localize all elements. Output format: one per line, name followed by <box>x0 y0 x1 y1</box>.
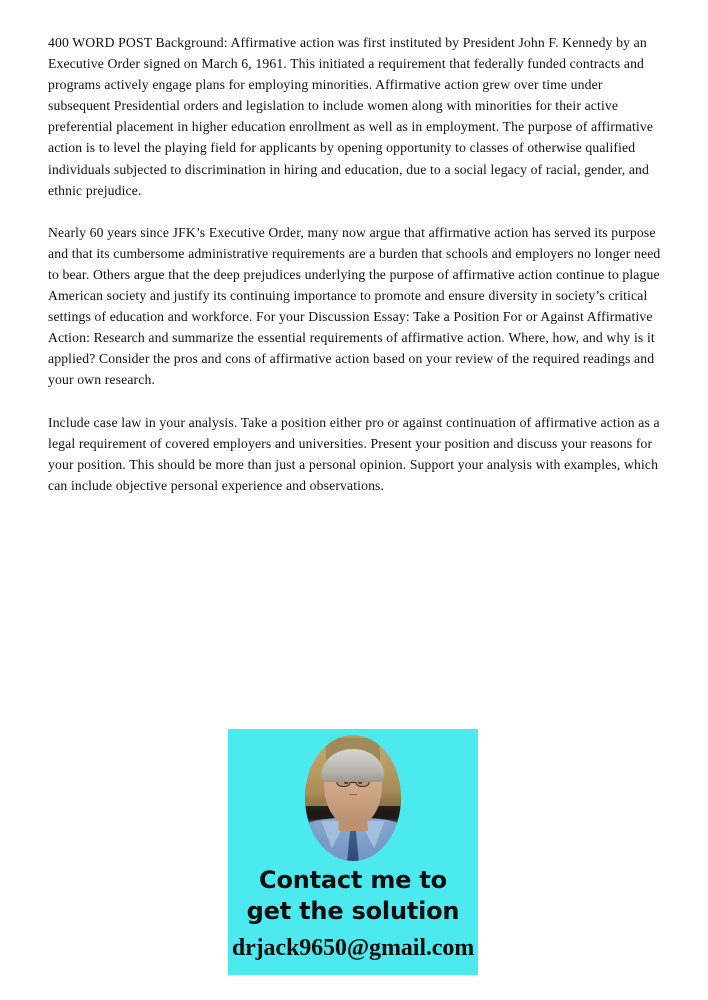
paragraph-2: Nearly 60 years since JFK’s Executive Order, many now argue that affirmative action has served its purpose and that its cumbersome administrative requirements are a burden that schools and employers no longer need to bear. Others argue that the deep prejudices underlying the purpose of affirmative action continue to plague American society and justify its continuing importance to promote and ensure diversity in society’s critical settings of education and workforce. For your Discussion Essay: Take a Position For or Against Affirmative Action: Research and summarize the essential requirements of affirmative action. Where, how, and why is it applied? Consider the pros and cons of affirmative action based on your review of the required readings and your own research. <box>48 224 661 388</box>
contact-card <box>228 729 478 975</box>
glasses-bridge <box>350 781 355 783</box>
contact-headline-line2: get the solution <box>246 897 460 925</box>
paragraph-1: 400 WORD POST Background: Affirmative action was first instituted by President John F. Kennedy by an Executive Order signed on March 6, 1961. This initiated a requirement that federally funded contracts and programs actively engage plans for employing minorities. Affirmative action grew over time under subsequent Presidential orders and legislation to include women along with minorities for their active preferential placement in higher education enrollment as well as in employment. The purpose of affirmative action is to level the playing field for applicants by opening opportunity to classes of otherwise qualified individuals subjected to discrimination in hiring and education, due to a social legacy of racial, gender, and ethnic prejudice. <box>48 35 654 198</box>
paragraph-3: Include case law in your analysis. Take a position either pro or against continuation of affirmative action as a legal requirement of covered employers and universities. Present your position and discuss your reasons for your position. This should be more than just a personal opinion. Support your analysis with examples, which can include objective personal experience and observations. <box>48 414 660 493</box>
portrait-photo <box>305 735 401 861</box>
contact-email-address[interactable]: drjack9650@gmail.com <box>231 935 475 961</box>
contact-headline-line1: Contact me to <box>259 866 447 894</box>
document-body <box>48 32 666 496</box>
contact-text-block <box>228 865 478 963</box>
photo-mouth <box>348 794 357 795</box>
